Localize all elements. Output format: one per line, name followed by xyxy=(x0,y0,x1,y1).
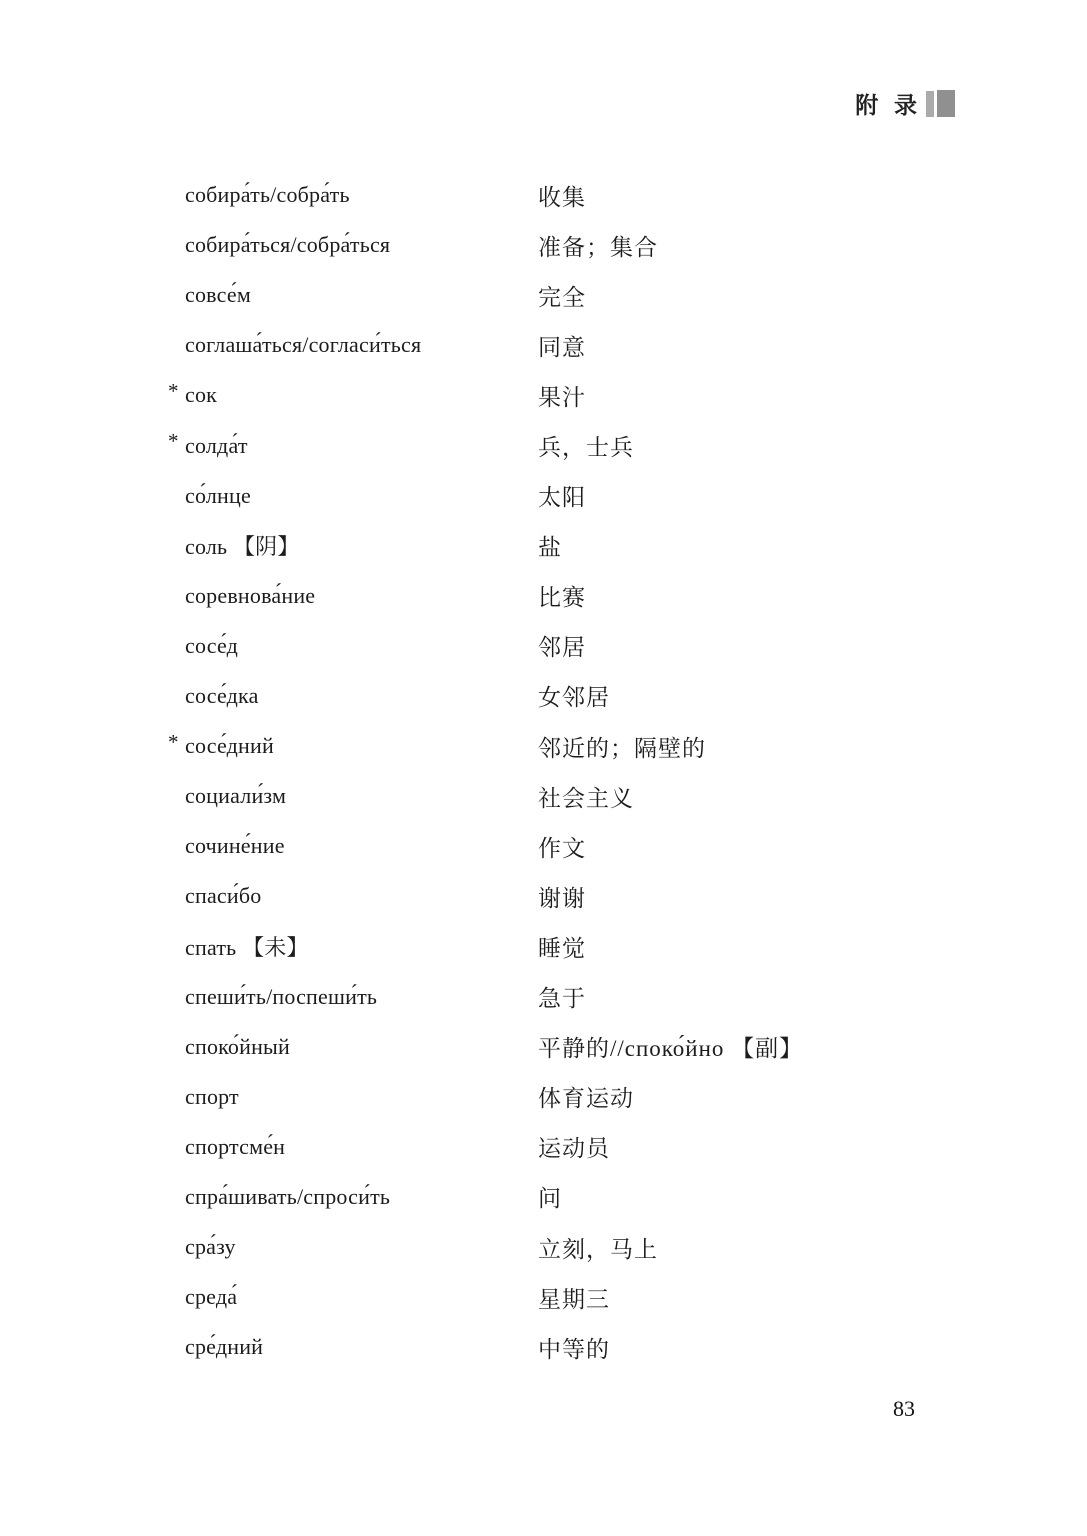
russian-word: спать 【未】 xyxy=(185,934,309,960)
chinese-translation: 兵，士兵 xyxy=(538,435,634,461)
russian-word: сосе́дний xyxy=(185,733,274,759)
vocab-row xyxy=(185,471,965,521)
chinese-translation: 准备；集合 xyxy=(538,234,658,260)
vocab-row xyxy=(185,921,965,971)
appendix-header-title: 附 录 xyxy=(855,92,918,118)
vocab-row xyxy=(185,1122,965,1172)
russian-word: спра́шивать/спроси́ть xyxy=(185,1183,391,1209)
russian-word: собира́ть/собра́ть xyxy=(185,182,350,208)
russian-word: сосе́дка xyxy=(185,682,259,708)
chinese-translation: 完全 xyxy=(538,284,586,310)
vocab-row xyxy=(185,571,965,621)
russian-word: совсе́м xyxy=(185,282,251,308)
chinese-translation: 同意 xyxy=(538,334,586,360)
russian-word: сосе́д xyxy=(185,632,239,658)
vocab-row xyxy=(185,1172,965,1222)
russian-word: сра́зу xyxy=(185,1234,236,1260)
russian-word: социали́зм xyxy=(185,783,287,809)
vocab-row xyxy=(185,521,965,571)
vocab-row xyxy=(185,871,965,921)
vocab-row xyxy=(168,721,965,771)
russian-word: спортсме́н xyxy=(185,1133,286,1159)
chinese-translation: 睡觉 xyxy=(538,935,586,961)
chinese-translation: 作文 xyxy=(538,835,586,861)
chinese-translation: 社会主义 xyxy=(538,785,634,811)
russian-word: споко́йный xyxy=(185,1033,291,1059)
vocab-row xyxy=(185,621,965,671)
running-header xyxy=(855,87,955,120)
tab-marker-thin-bar xyxy=(926,91,934,117)
russian-word: солда́т xyxy=(185,432,248,458)
vocab-row xyxy=(185,1072,965,1122)
russian-word: соль 【阴】 xyxy=(185,534,300,560)
vocab-row xyxy=(185,821,965,871)
chinese-translation: 星期三 xyxy=(538,1286,610,1312)
vocab-row xyxy=(168,370,965,420)
russian-word: соглаша́ться/согласи́ться xyxy=(185,332,422,358)
vocab-row xyxy=(185,1222,965,1272)
star-marker: * xyxy=(168,379,179,404)
russian-word: соревнова́ние xyxy=(185,582,316,608)
chinese-translation: 运动员 xyxy=(538,1136,610,1162)
page-number: 83 xyxy=(893,1396,915,1421)
vocab-row xyxy=(185,270,965,320)
vocab-row xyxy=(185,1272,965,1322)
russian-word: сочине́ние xyxy=(185,833,285,859)
vocab-row xyxy=(185,671,965,721)
chinese-translation: 比赛 xyxy=(538,585,586,611)
vocab-row xyxy=(185,220,965,270)
russian-word: сок xyxy=(185,382,218,408)
russian-word: спорт xyxy=(185,1083,239,1109)
russian-word: сре́дний xyxy=(185,1334,264,1360)
chinese-translation: 平静的//споко́йно 【副】 xyxy=(538,1036,804,1062)
star-marker: * xyxy=(168,429,179,454)
vocab-row xyxy=(185,170,965,220)
star-marker: * xyxy=(168,730,179,755)
russian-word: собира́ться/собра́ться xyxy=(185,232,391,258)
tab-marker-thick-bar xyxy=(937,90,955,117)
chinese-translation: 果汁 xyxy=(538,384,586,410)
vocab-row xyxy=(185,771,965,821)
chinese-translation: 太阳 xyxy=(538,485,586,511)
vocab-row xyxy=(185,320,965,370)
russian-word: со́лнце xyxy=(185,482,251,508)
header-tab-marker xyxy=(926,90,955,117)
chinese-translation: 邻居 xyxy=(538,635,586,661)
vocab-row xyxy=(185,1022,965,1072)
chinese-translation: 中等的 xyxy=(538,1336,610,1362)
chinese-translation: 谢谢 xyxy=(538,885,586,911)
vocab-row xyxy=(185,1322,965,1372)
chinese-translation: 女邻居 xyxy=(538,685,610,711)
chinese-translation: 盐 xyxy=(538,535,562,561)
russian-word: среда́ xyxy=(185,1284,238,1310)
chinese-translation: 邻近的；隔壁的 xyxy=(538,735,706,761)
vocab-row xyxy=(168,420,965,470)
chinese-translation: 体育运动 xyxy=(538,1086,634,1112)
chinese-translation: 问 xyxy=(538,1186,562,1212)
chinese-translation: 立刻，马上 xyxy=(538,1236,658,1262)
chinese-translation: 急于 xyxy=(538,986,586,1012)
russian-word: спаси́бо xyxy=(185,883,262,909)
chinese-translation: 收集 xyxy=(538,184,586,210)
vocab-row xyxy=(185,972,965,1022)
vocabulary-list xyxy=(168,170,965,1372)
russian-word: спеши́ть/поспеши́ть xyxy=(185,983,378,1009)
